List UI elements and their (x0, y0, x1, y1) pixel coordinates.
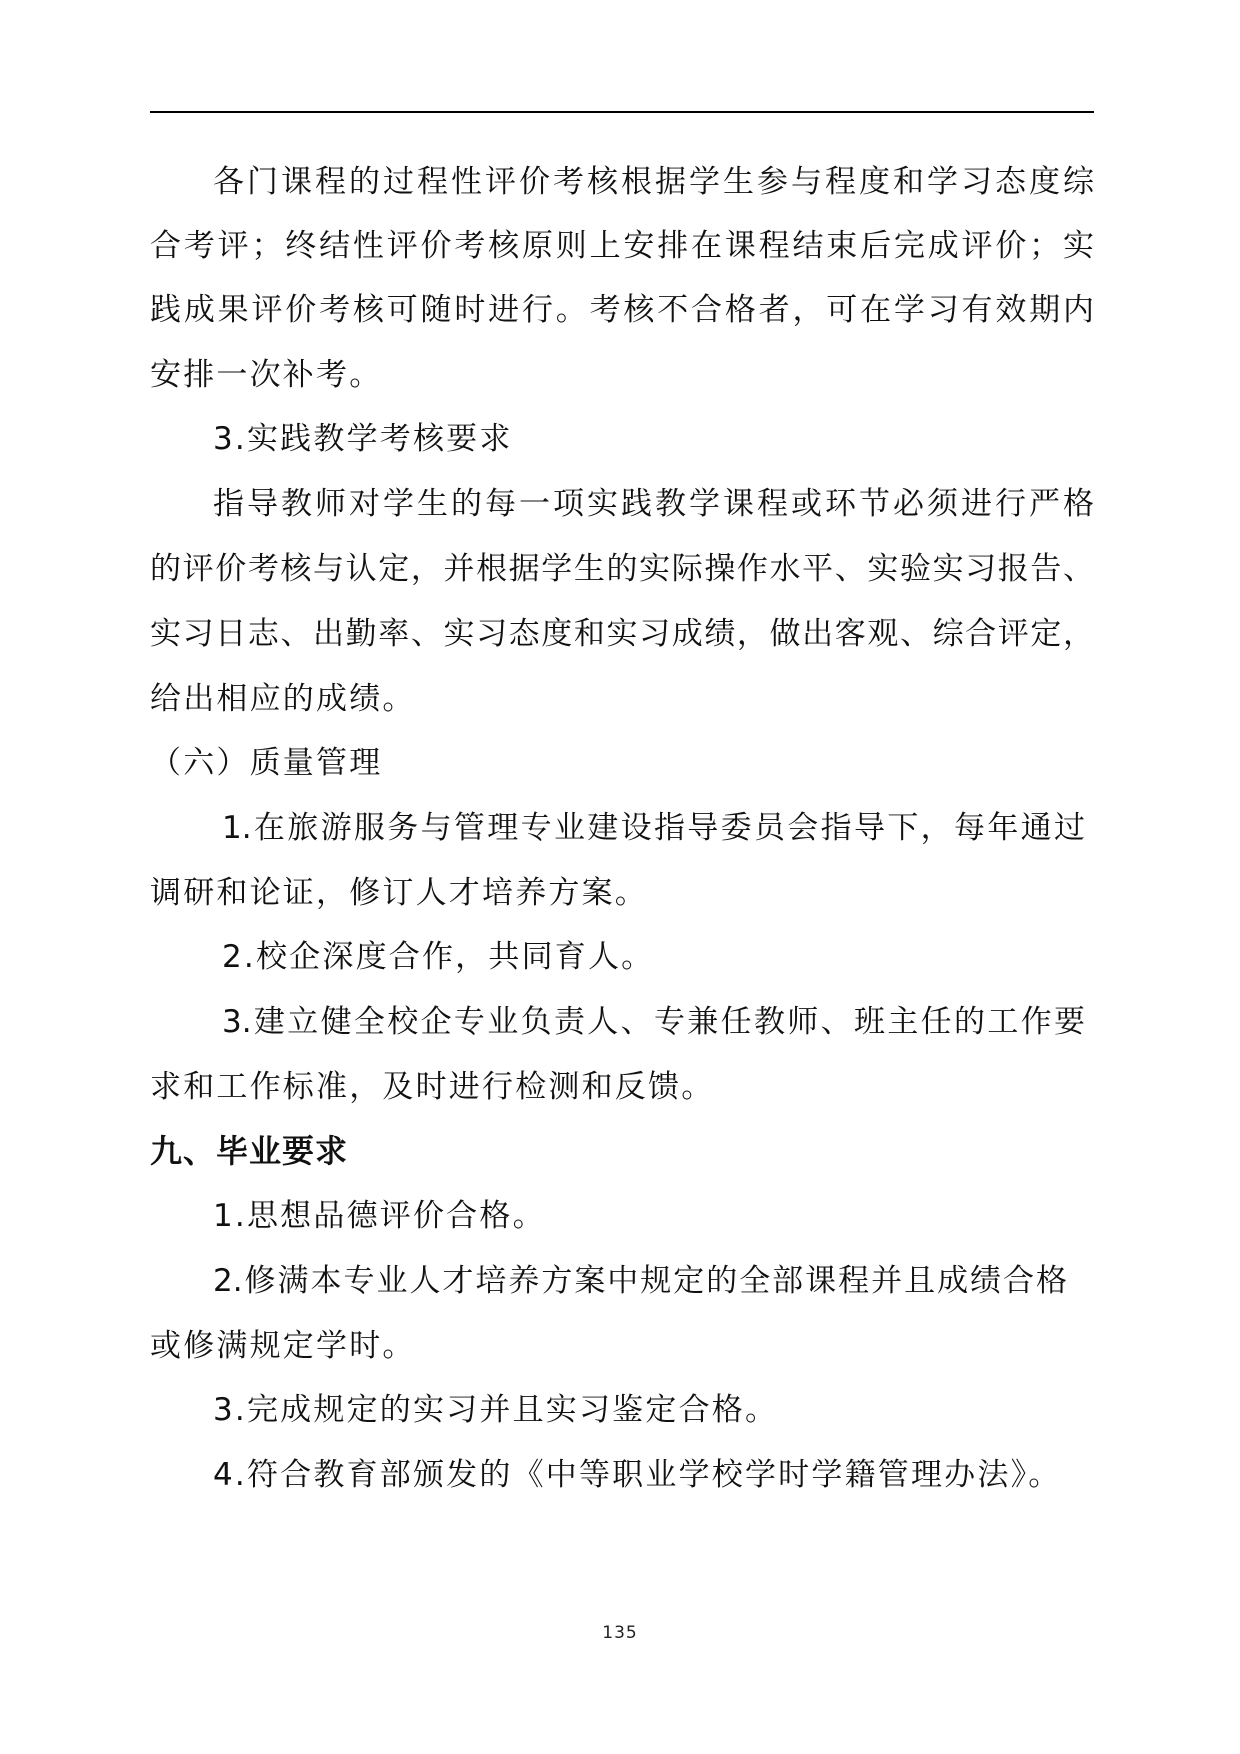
paragraph-line: 实习日志、出勤率、实习态度和实习成绩，做出客观、综合评定， (150, 616, 1094, 652)
section-heading-graduation-requirements: 九、毕业要求 (150, 1132, 349, 1170)
section-heading-quality-management: （六）质量管理 (150, 745, 383, 781)
paragraph-line: 3.建立健全校企专业负责人、专兼任教师、班主任的工作要 (222, 1004, 1085, 1040)
list-item: 3.完成规定的实习并且实习鉴定合格。 (213, 1392, 779, 1428)
paragraph-line: 求和工作标准，及时进行检测和反馈。 (150, 1069, 715, 1105)
page-number: 135 (602, 1623, 638, 1643)
paragraph-line: 践成果评价考核可随时进行。考核不合格者，可在学习有效期内 (150, 292, 1094, 328)
header-rule (150, 111, 1094, 113)
list-item-continuation: 或修满规定学时。 (150, 1328, 416, 1364)
paragraph-line: 调研和论证，修订人才培养方案。 (150, 875, 648, 911)
paragraph-line: 各门课程的过程性评价考核根据学生参与程度和学习态度综 (213, 164, 1094, 200)
list-item: 4.符合教育部颁发的《中等职业学校学时学籍管理办法》。 (213, 1457, 1062, 1493)
paragraph-line: 的评价考核与认定，并根据学生的实际操作水平、实验实习报告、 (150, 551, 1094, 587)
list-item: 1.思想品德评价合格。 (213, 1198, 546, 1234)
paragraph-line: 1.在旅游服务与管理专业建设指导委员会指导下，每年通过 (222, 810, 1085, 846)
paragraph-line: 给出相应的成绩。 (150, 681, 416, 717)
subheading-practice-assessment: 3.实践教学考核要求 (213, 421, 513, 457)
paragraph-line: 2.校企深度合作，共同育人。 (222, 939, 655, 975)
paragraph-line: 合考评；终结性评价考核原则上安排在课程结束后完成评价；实 (150, 228, 1094, 264)
paragraph-line: 指导教师对学生的每一项实践教学课程或环节必须进行严格 (213, 486, 1094, 522)
list-item: 2.修满本专业人才培养方案中规定的全部课程并且成绩合格 (213, 1263, 1067, 1299)
paragraph-line: 安排一次补考。 (150, 357, 383, 393)
